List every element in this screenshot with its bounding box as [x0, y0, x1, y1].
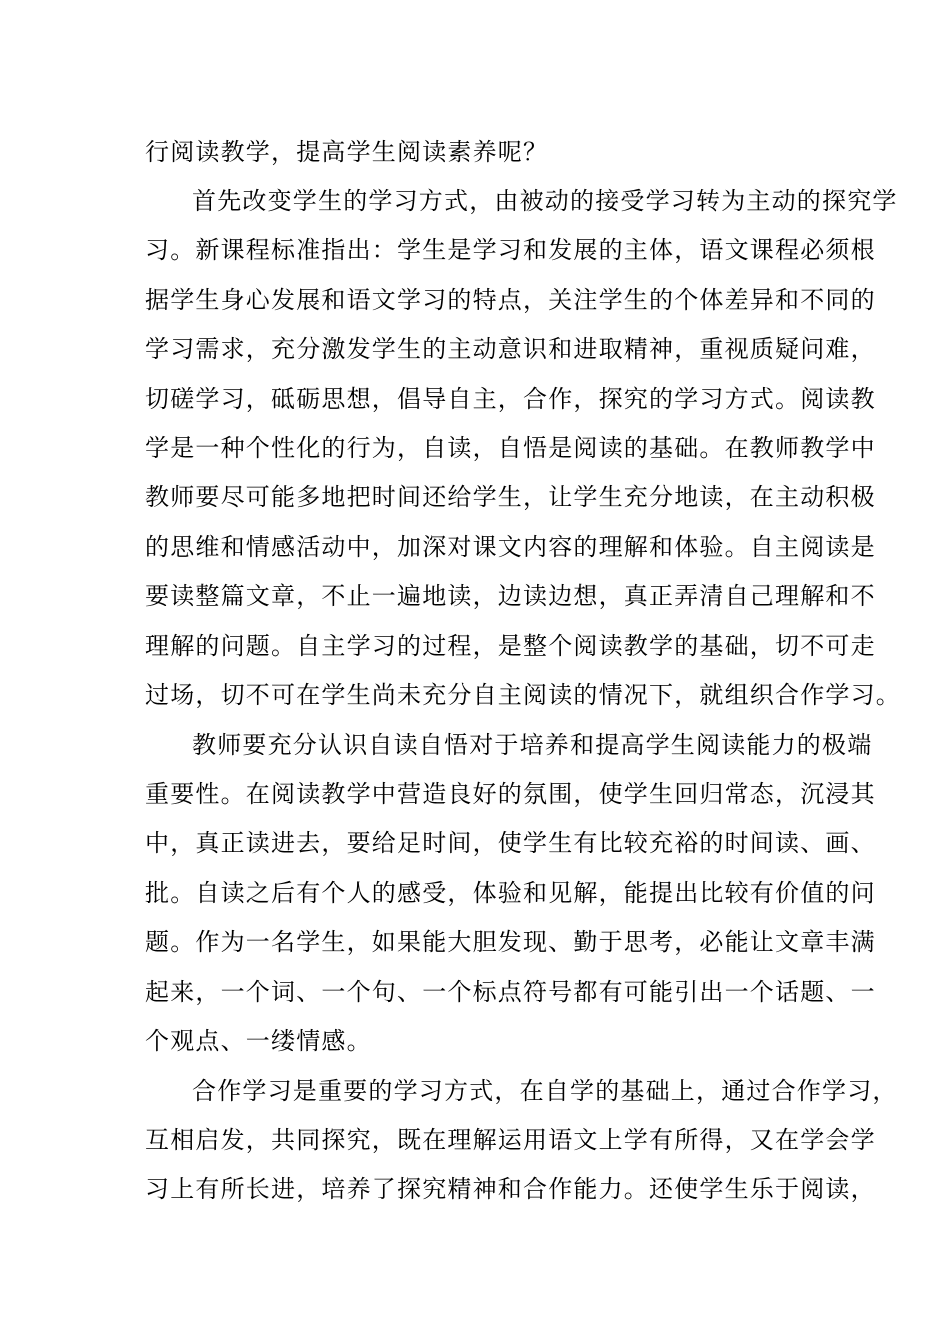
text-line: 批。自读之后有个人的感受，体验和见解，能提出比较有价值的问 [145, 879, 876, 907]
text-line: 重要性。在阅读教学中营造良好的氛围，使学生回归常态，沉浸其 [145, 780, 876, 808]
text-line: 习。新课程标准指出：学生是学习和发展的主体，语文课程必须根 [145, 236, 876, 264]
text-line: 首先改变学生的学习方式，由被动的接受学习转为主动的探究学 [192, 187, 898, 215]
text-line: 中，真正读进去，要给足时间，使学生有比较充裕的时间读、画、 [145, 829, 876, 857]
text-line: 要读整篇文章，不止一遍地读，边读边想，真正弄清自己理解和不 [145, 582, 876, 610]
text-line: 教师要尽可能多地把时间还给学生，让学生充分地读，在主动积极 [145, 483, 876, 511]
text-line: 的思维和情感活动中，加深对课文内容的理解和体验。自主阅读是 [145, 533, 876, 561]
text-line: 合作学习是重要的学习方式，在自学的基础上，通过合作学习， [192, 1077, 898, 1105]
text-line: 习上有所长进，培养了探究精神和合作能力。还使学生乐于阅读， [145, 1175, 876, 1203]
text-line: 切磋学习，砥砺思想，倡导自主，合作，探究的学习方式。阅读教 [145, 385, 876, 413]
text-line: 题。作为一名学生，如果能大胆发现、勤于思考，必能让文章丰满 [145, 928, 876, 956]
text-line: 互相启发，共同探究，既在理解运用语文上学有所得，又在学会学 [145, 1126, 876, 1154]
text-line: 个观点、一缕情感。 [145, 1027, 372, 1055]
text-line: 过场，切不可在学生尚未充分自主阅读的情况下，就组织合作学习。 [145, 681, 901, 709]
text-line: 据学生身心发展和语文学习的特点，关注学生的个体差异和不同的 [145, 286, 876, 314]
text-line: 学习需求，充分激发学生的主动意识和进取精神，重视质疑问难， [145, 335, 876, 363]
text-line: 学是一种个性化的行为，自读，自悟是阅读的基础。在教师教学中 [145, 434, 876, 462]
text-line: 教师要充分认识自读自悟对于培养和提高学生阅读能力的极端 [192, 731, 873, 759]
text-line: 起来，一个词、一个句、一个标点符号都有可能引出一个话题、一 [145, 978, 876, 1006]
text-line: 理解的问题。自主学习的过程，是整个阅读教学的基础，切不可走 [145, 632, 876, 660]
text-line: 行阅读教学，提高学生阅读素养呢？ [145, 138, 549, 166]
